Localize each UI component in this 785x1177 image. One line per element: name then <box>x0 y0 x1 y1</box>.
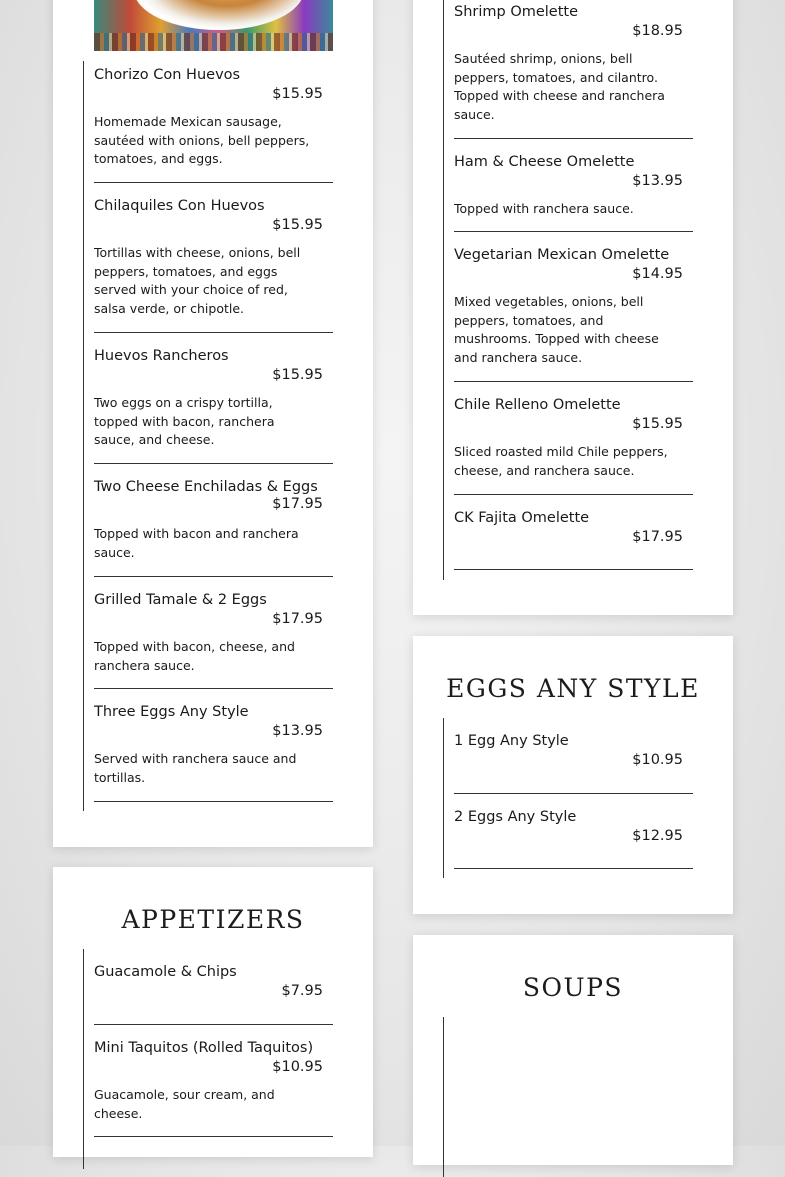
section-vertical-line <box>443 0 444 580</box>
menu-item-name: Guacamole & Chips <box>94 964 237 980</box>
item-divider <box>94 576 333 577</box>
item-divider <box>94 688 333 689</box>
item-divider <box>94 332 333 333</box>
section-title: EGGS ANY STYLE <box>446 674 700 703</box>
menu-item-price: $13.95 <box>632 173 683 189</box>
menu-item-price: $18.95 <box>632 23 683 39</box>
section-vertical-line <box>83 61 84 811</box>
menu-card-breakfast-left <box>53 0 373 847</box>
menu-item-description: Sliced roasted mild Chile peppers, cheese, and ranchera sauce. <box>454 444 668 478</box>
menu-item-name: Mini Taquitos (Rolled Taquitos) <box>94 1040 314 1056</box>
section-vertical-line <box>83 949 84 1169</box>
section-vertical-line <box>443 718 444 878</box>
menu-card-eggs-any-style <box>413 636 733 914</box>
item-divider <box>94 1136 333 1137</box>
section-title: SOUPS <box>522 973 624 1002</box>
item-divider <box>454 138 693 139</box>
menu-item-price: $15.95 <box>632 416 683 432</box>
menu-item-name: Huevos Rancheros <box>94 348 229 364</box>
section-title: APPETIZERS <box>121 905 305 934</box>
item-divider <box>454 569 693 570</box>
menu-item-name: 2 Eggs Any Style <box>454 809 577 825</box>
item-divider <box>454 231 693 232</box>
menu-item-description: Topped with bacon, cheese, and ranchera sauce. <box>94 639 295 673</box>
menu-item-name: Chilaquiles Con Huevos <box>94 198 265 214</box>
section-vertical-line <box>443 1017 444 1177</box>
menu-card-omelettes <box>413 0 733 615</box>
menu-item-price: $15.95 <box>272 367 323 383</box>
menu-item-description: Tortillas with cheese, onions, bell peppers, tomatoes, and eggs served with your choice of red, salsa verde, or chipotle. <box>94 245 301 316</box>
item-divider <box>454 381 693 382</box>
menu-item-price: $10.95 <box>632 752 683 768</box>
menu-item-name: CK Fajita Omelette <box>454 510 590 526</box>
menu-item-description: Served with ranchera sauce and tortillas. <box>94 751 297 785</box>
menu-item-name: Shrimp Omelette <box>454 4 579 20</box>
menu-item-price: $17.95 <box>272 611 323 627</box>
menu-item-name: 1 Egg Any Style <box>454 733 569 749</box>
menu-item-description: Topped with ranchera sauce. <box>454 201 634 216</box>
menu-item-name: Vegetarian Mexican Omelette <box>454 247 670 263</box>
menu-item-price: $10.95 <box>272 1059 323 1075</box>
menu-item-name: Chile Relleno Omelette <box>454 397 621 413</box>
item-divider <box>454 868 693 869</box>
item-divider <box>94 801 333 802</box>
menu-item-name: Ham & Cheese Omelette <box>454 154 635 170</box>
menu-item-price: $7.95 <box>281 983 323 999</box>
menu-item-description: Topped with bacon and ranchera sauce. <box>94 526 299 560</box>
menu-item-price: $15.95 <box>272 217 323 233</box>
serape-pattern <box>94 33 333 51</box>
menu-item-name: Two Cheese Enchiladas & Eggs <box>94 479 318 495</box>
menu-item-description: Two eggs on a crispy tortilla, topped with bacon, ranchera sauce, and cheese. <box>94 395 275 447</box>
menu-card-soups <box>413 935 733 1165</box>
menu-item-price: $14.95 <box>632 266 683 282</box>
food-photo <box>94 0 333 51</box>
menu-item-name: Grilled Tamale & 2 Eggs <box>94 592 267 608</box>
menu-item-price: $17.95 <box>632 529 683 545</box>
menu-item-name: Three Eggs Any Style <box>94 704 249 720</box>
menu-item-price: $17.95 <box>272 496 323 512</box>
menu-item-name: Chorizo Con Huevos <box>94 67 241 83</box>
menu-item-price: $13.95 <box>272 723 323 739</box>
menu-item-description: Sautéed shrimp, onions, bell peppers, tomatoes, and cilantro. Topped with cheese and ranchera sauce. <box>454 51 665 122</box>
menu-card-appetizers <box>53 867 373 1157</box>
menu-item-description: Guacamole, sour cream, and cheese. <box>94 1087 275 1121</box>
item-divider <box>94 182 333 183</box>
menu-item-description: Mixed vegetables, onions, bell peppers, tomatoes, and mushrooms. Topped with cheese and ranchera sauce. <box>454 294 659 365</box>
item-divider <box>454 494 693 495</box>
menu-item-description: Homemade Mexican sausage, sautéed with onions, bell peppers, tomatoes, and eggs. <box>94 114 310 166</box>
item-divider <box>94 1024 333 1025</box>
item-divider <box>94 463 333 464</box>
menu-item-price: $12.95 <box>632 828 683 844</box>
item-divider <box>454 793 693 794</box>
plate-image <box>134 0 304 30</box>
menu-item-price: $15.95 <box>272 86 323 102</box>
